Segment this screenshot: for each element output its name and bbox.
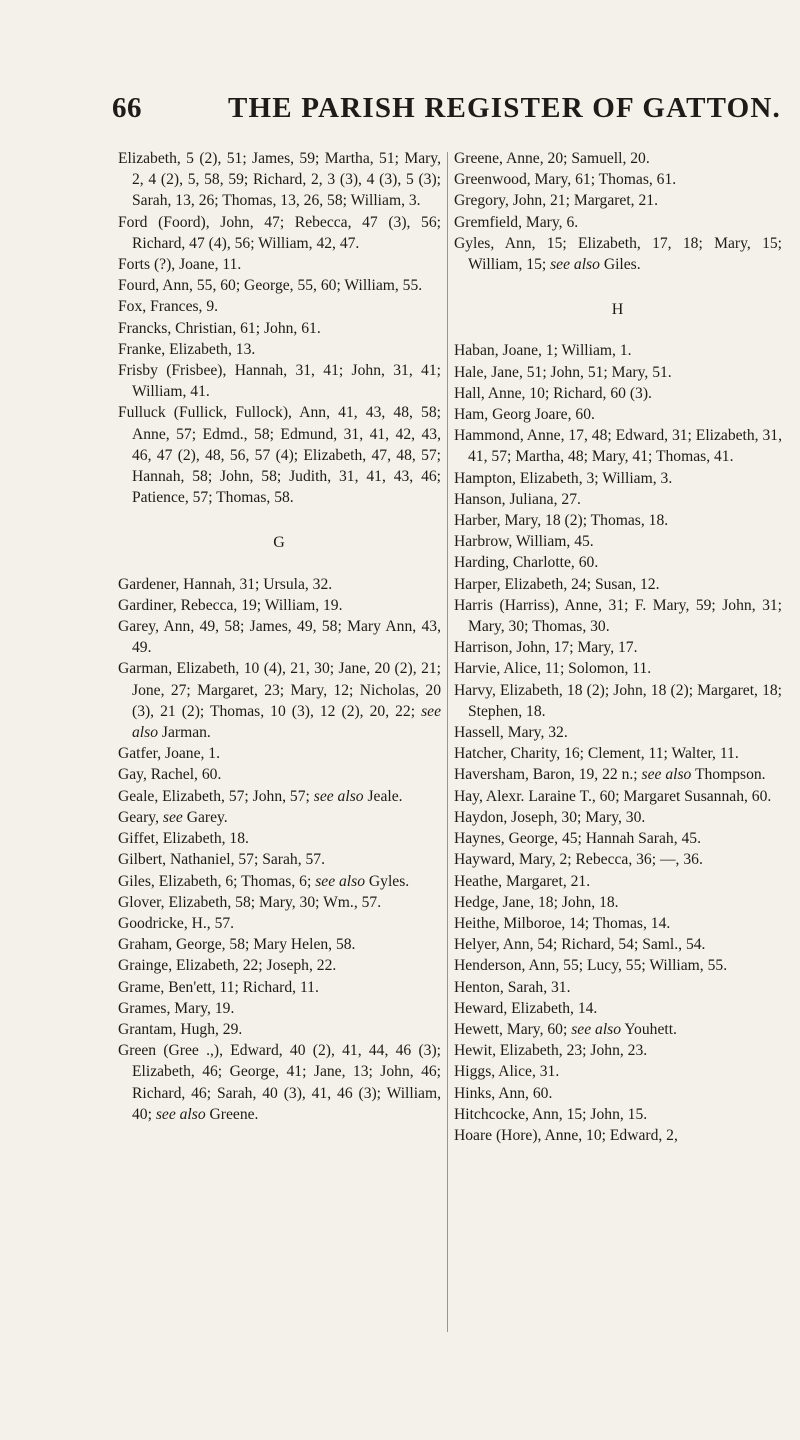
index-entry: Henderson, Ann, 55; Lucy, 55; William, 55. <box>454 957 728 975</box>
running-title: THE PARISH REGISTER OF GATTON. <box>228 92 782 124</box>
index-entry: Hedge, Jane, 18; John, 18. <box>454 893 619 911</box>
page-header <box>0 92 800 132</box>
index-entry: Graham, George, 58; Mary Helen, 58. <box>118 936 356 954</box>
index-entry: Gregory, John, 21; Margaret, 21. <box>454 192 658 210</box>
cross-reference-marker: see also <box>155 1105 206 1123</box>
index-entry: Franke, Elizabeth, 13. <box>118 340 256 358</box>
index-entry: Ham, Georg Joare, 60. <box>454 406 595 424</box>
index-entry: Grame, Ben'ett, 11; Richard, 11. <box>118 978 319 996</box>
index-entry: Forts (?), Joane, 11. <box>118 256 242 274</box>
index-entry: Green (Gree .,), Edward, 40 (2), 41, 44, 46 (3); Elizabeth, 46; George, 41; Jane, 13; John, 46; Richard, 46; Sarah, 40 (3), 41, 46 (3); William, 40; see also Greene. <box>118 1042 441 1123</box>
index-entry: Heward, Elizabeth, 14. <box>454 999 598 1017</box>
index-entry: Geary, see Garey. <box>118 808 228 826</box>
index-entry: Hassell, Mary, 32. <box>454 724 568 742</box>
index-entry: Frisby (Frisbee), Hannah, 31, 41; John, 31, 41; William, 41. <box>118 362 441 401</box>
cross-reference-marker: see also <box>315 872 366 890</box>
index-entry: Glover, Elizabeth, 58; Mary, 30; Wm., 57. <box>118 893 382 911</box>
section-letter-heading: G <box>273 534 286 552</box>
cross-reference-marker: see also <box>132 702 441 742</box>
index-entry: Giles, Elizabeth, 6; Thomas, 6; see also Gyles. <box>118 872 410 890</box>
index-entry: Harding, Charlotte, 60. <box>454 554 599 572</box>
cross-reference-marker: see also <box>550 256 600 274</box>
section-letter-heading: H <box>611 301 625 319</box>
index-entry: Grantam, Hugh, 29. <box>118 1020 243 1038</box>
page-number: 66 <box>112 92 142 124</box>
index-entry: Ford (Foord), John, 47; Rebecca, 47 (3), 56; Richard, 47 (4), 56; William, 42, 47. <box>118 213 441 252</box>
index-entry: Elizabeth, 5 (2), 51; James, 59; Martha, 51; Mary, 2, 4 (2), 5, 58, 59; Richard, 2, 3 (3), 4 (3), 5 (3); Sarah, 13, 26; Thomas, 13, 26, 58; William, 3. <box>118 150 441 210</box>
index-entry: Fourd, Ann, 55, 60; George, 55, 60; William, 55. <box>118 277 423 295</box>
index-entry: Harvie, Alice, 11; Solomon, 11. <box>454 660 652 678</box>
index-entry: Garey, Ann, 49, 58; James, 49, 58; Mary Ann, 43, 49. <box>118 618 441 657</box>
index-entry: Garman, Elizabeth, 10 (4), 21, 30; Jane, 20 (2), 21; Jone, 27; Margaret, 23; Mary, 12; Nicholas, 20 (3), 21 (2); Thomas, 10 (3), 12 (2), 20, 22; see also Jarman. <box>118 660 441 742</box>
index-column-right <box>454 148 782 1146</box>
index-entry: Hinks, Ann, 60. <box>454 1084 553 1102</box>
index-entry: Haydon, Joseph, 30; Mary, 30. <box>454 808 646 826</box>
index-entry: Helyer, Ann, 54; Richard, 54; Saml., 54. <box>454 936 706 954</box>
index-entry: Grames, Mary, 19. <box>118 999 235 1017</box>
index-entry: Hall, Anne, 10; Richard, 60 (3). <box>454 384 652 402</box>
index-entry: Haban, Joane, 1; William, 1. <box>454 342 632 360</box>
index-entry: Heathe, Margaret, 21. <box>454 872 591 890</box>
index-entry: Goodricke, H., 57. <box>118 914 235 932</box>
index-entry: Hay, Alexr. Laraine T., 60; Margaret Susannah, 60. <box>454 787 772 805</box>
index-entry: Hanson, Juliana, 27. <box>454 490 581 508</box>
cross-reference-marker: see also <box>313 787 364 805</box>
index-entry: Haynes, George, 45; Hannah Sarah, 45. <box>454 830 701 848</box>
index-entry: Gatfer, Joane, 1. <box>118 745 220 763</box>
index-entry: Giffet, Elizabeth, 18. <box>118 830 249 848</box>
index-entry: Grainge, Elizabeth, 22; Joseph, 22. <box>118 957 337 975</box>
index-entry: Hoare (Hore), Anne, 10; Edward, 2, <box>454 1126 678 1144</box>
index-entry: Hampton, Elizabeth, 3; William, 3. <box>454 469 673 487</box>
index-entry: Gilbert, Nathaniel, 57; Sarah, 57. <box>118 851 325 869</box>
index-entry: Francks, Christian, 61; John, 61. <box>118 319 321 337</box>
index-entry: Gardiner, Rebecca, 19; William, 19. <box>118 596 343 614</box>
index-column-left <box>118 148 441 1125</box>
index-entry: Heithe, Milboroe, 14; Thomas, 14. <box>454 914 671 932</box>
index-entry: Greene, Anne, 20; Samuell, 20. <box>454 150 650 167</box>
index-entry: Harrison, John, 17; Mary, 17. <box>454 639 638 657</box>
index-entry: Henton, Sarah, 31. <box>454 978 571 996</box>
index-entry: Gremfield, Mary, 6. <box>454 213 579 231</box>
index-entry: Fox, Frances, 9. <box>118 298 219 316</box>
index-entry: Hatcher, Charity, 16; Clement, 11; Walter, 11. <box>454 745 739 763</box>
index-entry: Harber, Mary, 18 (2); Thomas, 18. <box>454 512 669 530</box>
cross-reference-marker: see also <box>571 1020 622 1038</box>
cross-reference-marker: see <box>162 808 183 826</box>
index-entry: Harris (Harriss), Anne, 31; F. Mary, 59; John, 31; Mary, 30; Thomas, 30. <box>454 596 782 636</box>
index-entry: Hewit, Elizabeth, 23; John, 23. <box>454 1042 648 1060</box>
index-entry: Greenwood, Mary, 61; Thomas, 61. <box>454 171 677 189</box>
index-entry: Hitchcocke, Ann, 15; John, 15. <box>454 1105 648 1123</box>
index-entry: Hale, Jane, 51; John, 51; Mary, 51. <box>454 363 672 381</box>
index-entry: Hayward, Mary, 2; Rebecca, 36; —, 36. <box>454 851 703 869</box>
index-entry: Harvy, Elizabeth, 18 (2); John, 18 (2); Margaret, 18; Stephen, 18. <box>454 681 782 720</box>
index-entry: Gay, Rachel, 60. <box>118 766 222 784</box>
index-entry: Gyles, Ann, 15; Elizabeth, 17, 18; Mary, 15; William, 15; see also Giles. <box>454 234 782 274</box>
index-entry: Gardener, Hannah, 31; Ursula, 32. <box>118 575 333 593</box>
index-entry: Fulluck (Fullick, Fullock), Ann, 41, 43, 48, 58; Anne, 57; Edmd., 58; Edmund, 31, 41, 42, 43, 46, 47 (2), 48, 56, 57 (4); Elizabeth, 47, 48, 57; Hannah, 58; John, 58; Judith, 31, 41, 43, 46; Patience, 57; Thomas, 58. <box>118 404 441 507</box>
index-entry: Geale, Elizabeth, 57; John, 57; see also Jeale. <box>118 787 403 805</box>
index-entry: Hewett, Mary, 60; see also Youhett. <box>454 1020 677 1038</box>
column-divider <box>447 152 448 1332</box>
index-entry: Hammond, Anne, 17, 48; Edward, 31; Elizabeth, 31, 41, 57; Martha, 48; Mary, 41; Thomas, 41. <box>454 427 782 466</box>
index-entry: Harbrow, William, 45. <box>454 533 594 551</box>
index-entry: Higgs, Alice, 31. <box>454 1063 560 1081</box>
index-entry: Haversham, Baron, 19, 22 n.; see also Thompson. <box>454 766 766 784</box>
cross-reference-marker: see also <box>641 766 692 784</box>
index-entry: Harper, Elizabeth, 24; Susan, 12. <box>454 575 660 593</box>
